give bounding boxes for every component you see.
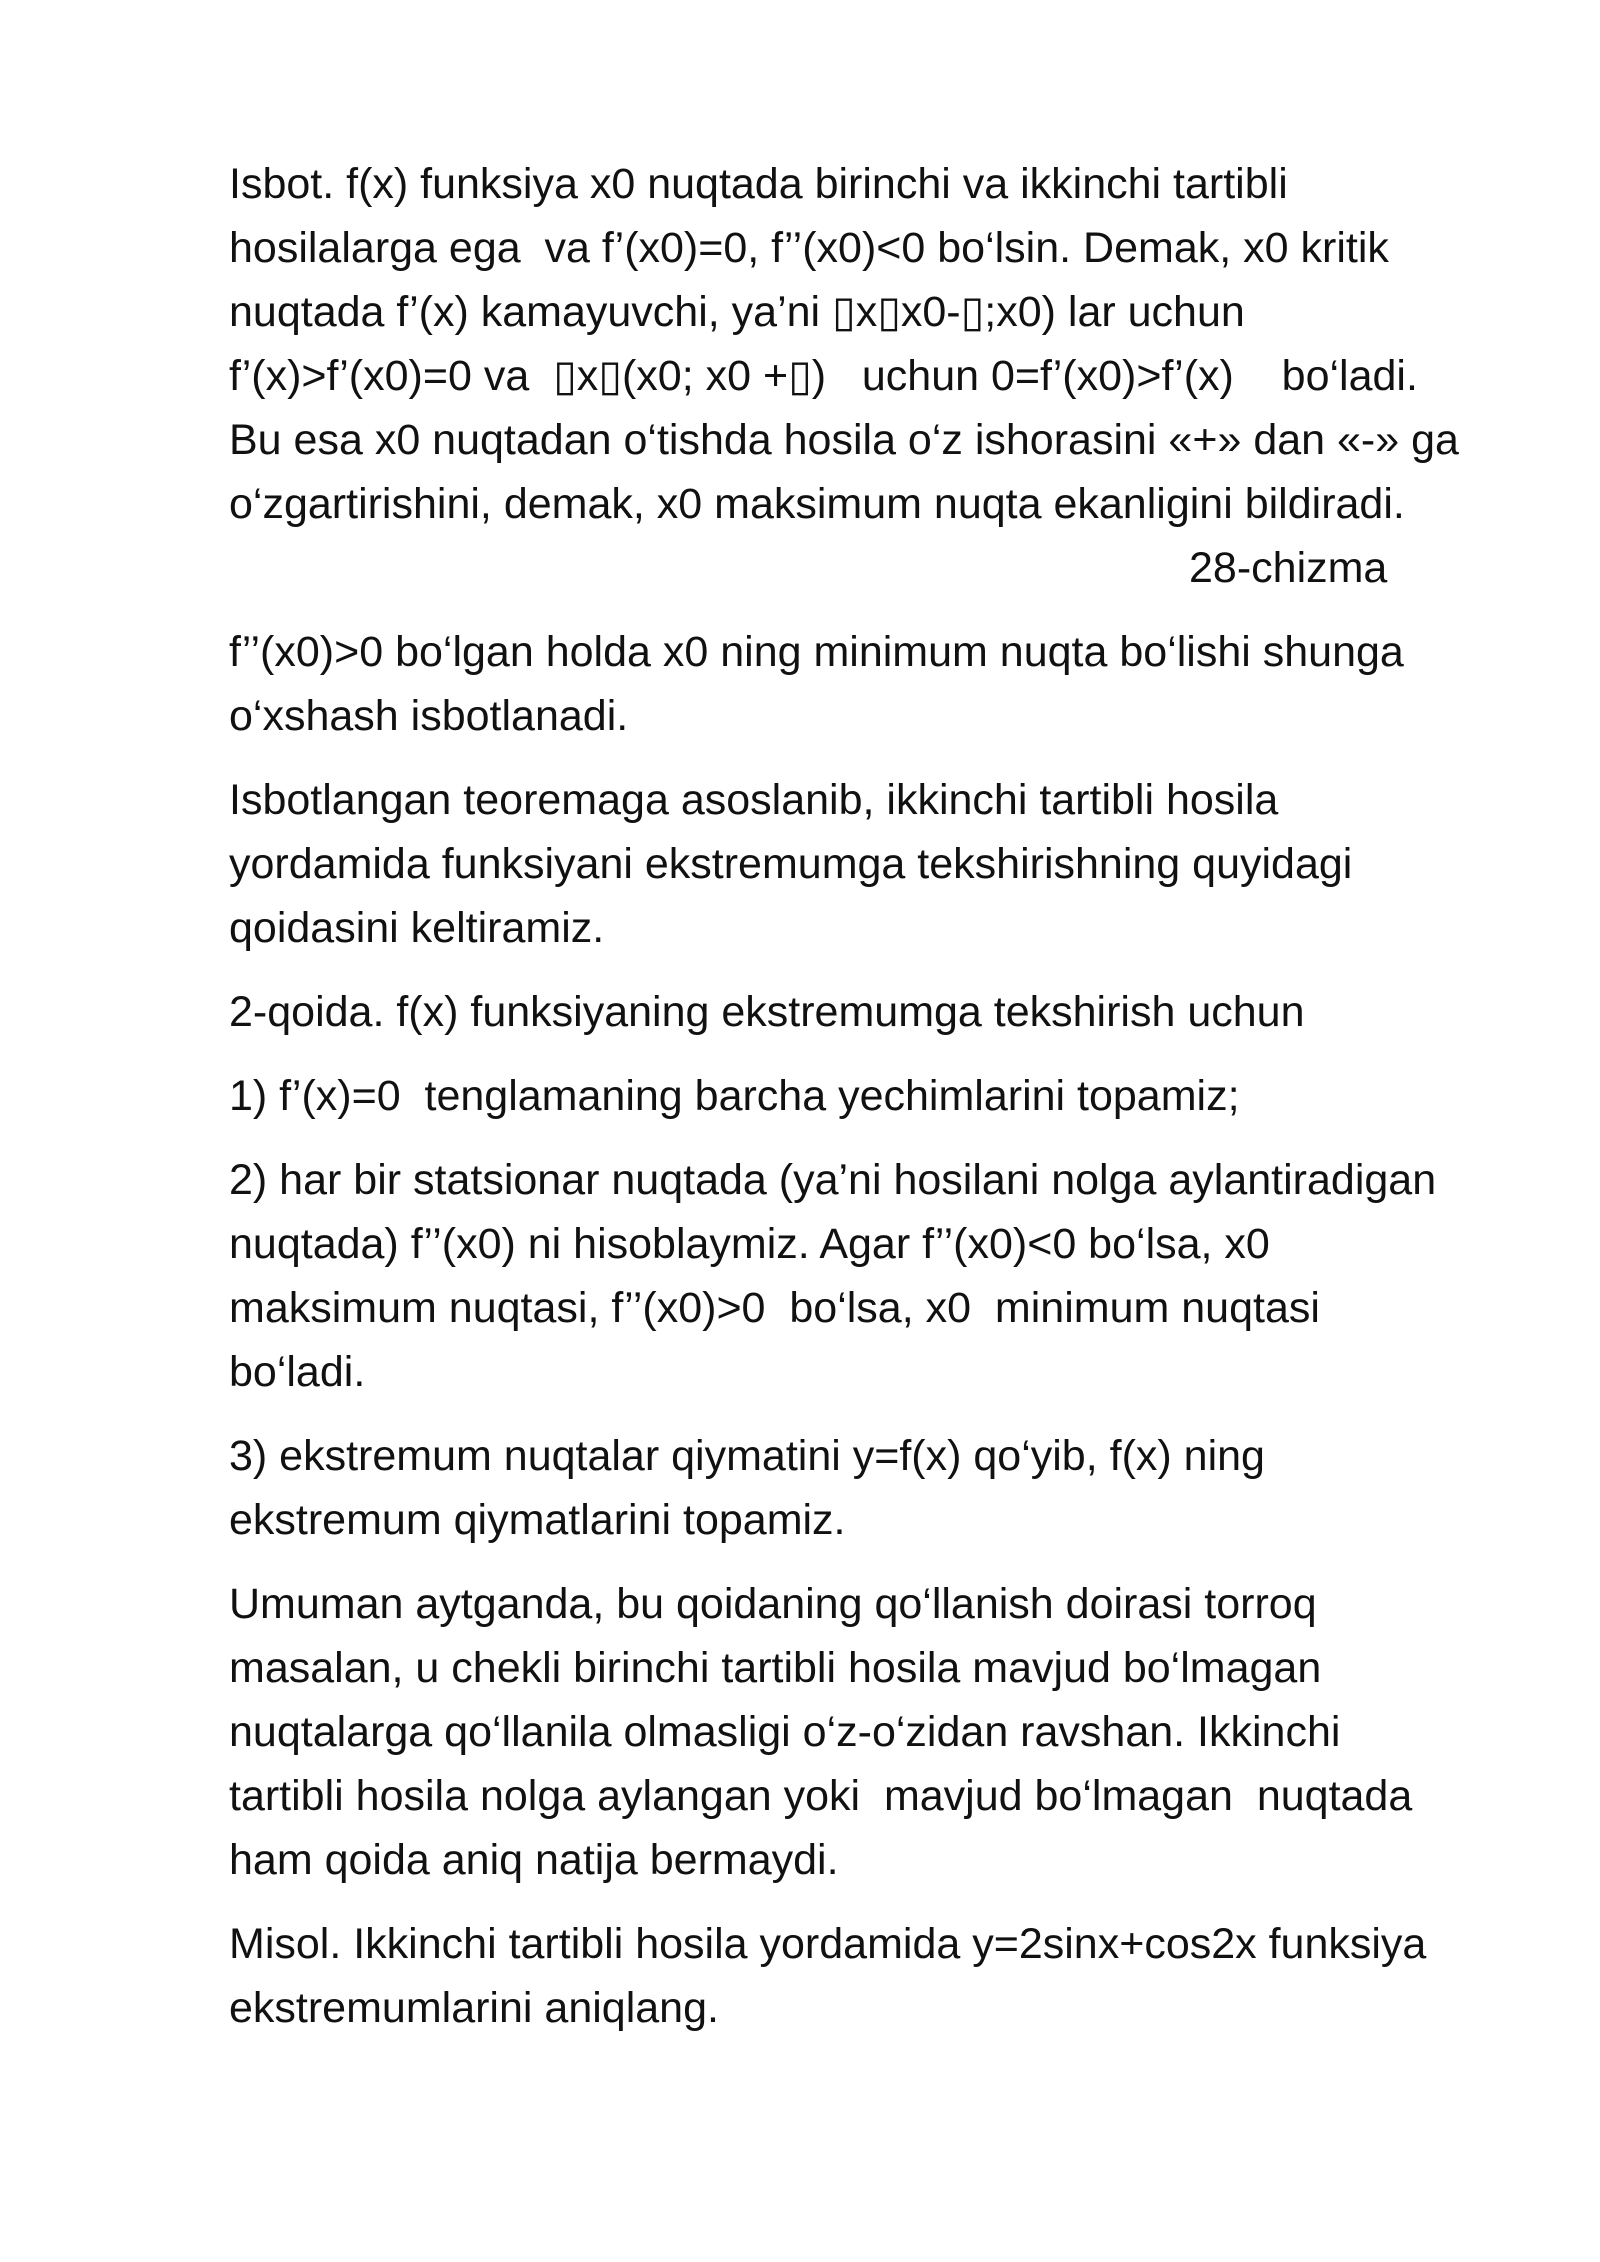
paragraph-step-2 [229, 1148, 1529, 1404]
text-line: yordamida funksiyani ekstremumga tekshirishning quyidagi [229, 840, 1353, 888]
text-line: ekstremumlarini aniqlang. [229, 1984, 719, 2032]
text-line: ekstremum qiymatlarini topamiz. [229, 1496, 846, 1544]
text-line: Isbotlangan teoremaga asoslanib, ikkinchi tartibli hosila [229, 776, 1279, 824]
text-line: f’’(x0)>0 bo‘lgan holda x0 ning minimum nuqta bo‘lishi shunga [229, 628, 1404, 676]
text-line: Misol. Ikkinchi tartibli hosila yordamida y=2sinx+cos2x funksiya [229, 1920, 1427, 1968]
paragraph-rule-title [229, 980, 1529, 1044]
text-line: Bu esa x0 nuqtadan o‘tishda hosila o‘z ishorasini «+» dan «-» ga [229, 416, 1459, 464]
text-line: 2) har bir statsionar nuqtada (ya’ni hosilani nolga aylantiradigan [229, 1156, 1437, 1204]
text-line: qoidasini keltiramiz. [229, 904, 605, 952]
text-line: nuqtada) f’’(x0) ni hisoblaymiz. Agar f’’(x0)<0 bo‘lsa, x0 [229, 1220, 1270, 1268]
paragraph-limitations [229, 1572, 1529, 1892]
text-line: nuqtalarga qo‘llanila olmasligi o‘z-o‘zidan ravshan. Ikkinchi [229, 1708, 1341, 1756]
text-line: 2-qoida. f(x) funksiyaning ekstremumga tekshirish uchun [229, 988, 1305, 1036]
paragraph-example [229, 1912, 1529, 2040]
text-line: ham qoida aniq natija bermaydi. [229, 1836, 839, 1884]
paragraph-proof [229, 152, 1529, 600]
text-line: 3) ekstremum nuqtalar qiymatini y=f(x) qo‘yib, f(x) ning [229, 1432, 1265, 1480]
text-line: nuqtada f’(x) kamayuvchi, ya’ni ▯x▯x0-▯;x0) lar uchun [229, 288, 1245, 336]
text-line: hosilalarga ega va f’(x0)=0, f’’(x0)<0 bo‘lsin. Demak, x0 kritik [229, 224, 1389, 272]
figure-caption: 28-chizma [1189, 544, 1388, 592]
paragraph-step-1 [229, 1064, 1529, 1128]
document-body [229, 152, 1529, 2060]
text-line: masalan, u chekli birinchi tartibli hosila mavjud bo‘lmagan [229, 1644, 1322, 1692]
paragraph-rule-intro [229, 768, 1529, 960]
text-line: bo‘ladi. [229, 1348, 366, 1396]
text-line: tartibli hosila nolga aylangan yoki mavjud bo‘lmagan nuqtada [229, 1772, 1413, 1820]
paragraph-step-3 [229, 1424, 1529, 1552]
text-line: Umuman aytganda, bu qoidaning qo‘llanish doirasi torroq [229, 1580, 1317, 1628]
text-line: o‘zgartirishini, demak, x0 maksimum nuqta ekanligini bildiradi. [229, 480, 1405, 528]
text-line: o‘xshash isbotlanadi. [229, 692, 629, 740]
text-line: f’(x)>f’(x0)=0 va ▯x▯(x0; x0 +▯) uchun 0=f’(x0)>f’(x) bo‘ladi. [229, 352, 1418, 400]
paragraph-minimum-note [229, 620, 1529, 748]
text-line: 1) f’(x)=0 tenglamaning barcha yechimlarini topamiz; [229, 1072, 1240, 1120]
text-line: Isbot. f(x) funksiya x0 nuqtada birinchi va ikkinchi tartibli [229, 160, 1288, 208]
text-line: maksimum nuqtasi, f’’(x0)>0 bo‘lsa, x0 minimum nuqtasi [229, 1284, 1320, 1332]
